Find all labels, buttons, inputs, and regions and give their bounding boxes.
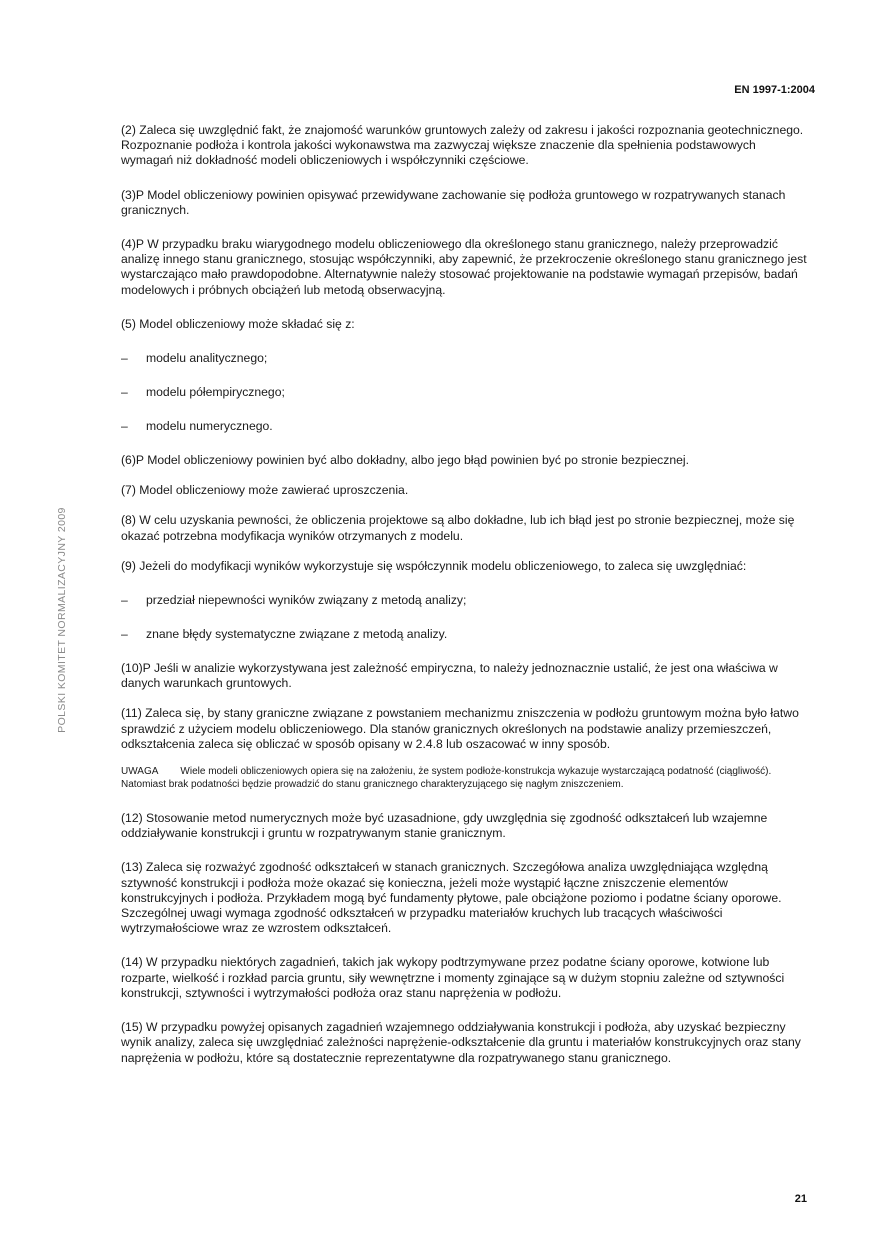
bullet-dash: –	[121, 385, 128, 400]
note-label: UWAGA	[121, 766, 159, 778]
list-item	[121, 593, 811, 608]
paragraph-14: (14) W przypadku niektórych zagadnień, takich jak wykopy podtrzymywane przez podatne ściany oporowe, kotwione lub rozparte, wielkość i rozkład parcia gruntu, siły wewnętrzne i momenty zginające są w dużym stopniu zależne od sztywności konstrukcji, sztywności i wytrzymałości podłoża oraz stanu naprężenia w podłożu.	[121, 955, 785, 1000]
paragraph-9: (9) Jeżeli do modyfikacji wyników wykorzystuje się współczynnik modelu obliczeniowego, to zaleca się uwzględniać:	[121, 558, 747, 573]
paragraph-8: (8) W celu uzyskania pewności, że obliczenia projektowe są albo dokładne, lub ich błąd jest po stronie bezpiecznej, może się okazać potrzebna modyfikacja wyników otrzymanych z modelu.	[121, 513, 795, 543]
list-item-text: modelu półempirycznego;	[146, 385, 285, 400]
paragraph-12: (12) Stosowanie metod numerycznych może być uzasadnione, gdy uwzględnia się zgodność odkształceń lub wzajemne oddziaływanie konstrukcji i gruntu w rozpatrywanym stanie granicznym.	[121, 811, 768, 841]
paragraph-15: (15) W przypadku powyżej opisanych zagadnień wzajemnego oddziaływania konstrukcji i podłoża, aby uzyskać bezpieczny wynik analizy, zaleca się uwzględniać zależności naprężenie-odkształcenie dla gruntu i materiałów konstrukcyjnych oraz stany naprężenia w podłożu, które są dostatecznie reprezentatywne dla rozpatrywanego stanu granicznego.	[121, 1020, 801, 1065]
note-text: Wiele modeli obliczeniowych opiera się na założeniu, że system podłoże-konstrukcja wykazuje wystarczającą podatność (ciągliwość). Natomiast brak podatności będzie prowadzić do stanu granicznego charakteryzującego się nagłym zniszczeniem.	[121, 766, 772, 791]
page-body	[121, 123, 811, 1085]
paragraph-4: (4)P W przypadku braku wiarygodnego modelu obliczeniowego dla określonego stanu granicznego, należy przeprowadzić analizę innego stanu granicznego, stosując współczynniki, aby zapewnić, że przekroczenie określonego stanu granicznego jest wystarczająco mało prawdopodobne. Alternatywnie należy stosować projektowanie na podstawie wymagań przepisów, badań modelowych i próbnych obciążeń lub metodą obserwacyjną.	[121, 237, 807, 297]
paragraph-3: (3)P Model obliczeniowy powinien opisywać przewidywane zachowanie się podłoża gruntowego w rozpatrywanych stanach granicznych.	[121, 187, 786, 217]
list-item	[121, 385, 811, 400]
paragraph-13: (13) Zaleca się rozważyć zgodność odkształceń w stanach granicznych. Szczegółowa analiza uwzględniająca względną sztywność konstrukcji i podłoża może okazać się konieczna, jeżeli może wystąpić łączne zniszczenie elementów konstrukcyjnych i podłoża. Przykładem mogą być fundamenty płytowe, pale obciążone poziomo i podatne ściany oporowe. Szczególnej uwagi wymaga zgodność odkształceń w przypadku materiałów kruchych lub tracących właściwości wytrzymałościowe wraz ze wzrostem odkształceń.	[121, 860, 782, 936]
list-item-text: przedział niepewności wyników związany z metodą analizy;	[146, 593, 467, 608]
list-item	[121, 627, 811, 642]
bullet-dash: –	[121, 419, 128, 434]
list-item	[121, 419, 811, 434]
bullet-dash: –	[121, 593, 128, 608]
side-watermark: POLSKI KOMITET NORMALIZACYJNY 2009	[56, 507, 68, 733]
paragraph-11: (11) Zaleca się, by stany graniczne związane z powstaniem mechanizmu zniszczenia w podłożu gruntowym można było łatwo sprawdzić z użyciem modelu obliczeniowego. Dla stanów granicznych określonych na podstawie analizy przemieszczeń, odkształcenia zaleca się obliczać w sposób opisany w 2.4.8 lub oszacować w inny sposób.	[121, 706, 799, 751]
list-item-text: modelu analitycznego;	[146, 351, 268, 366]
list-item-text: znane błędy systematyczne związane z metodą analizy.	[146, 627, 448, 642]
document-code: EN 1997-1:2004	[734, 84, 815, 96]
paragraph-2: (2) Zaleca się uwzględnić fakt, że znajomość warunków gruntowych zależy od zakresu i jakości rozpoznania geotechnicznego. Rozpoznanie podłoża i kontrola jakości wykonawstwa ma zazwyczaj większe znaczenie dla spełnienia podstawowych wymagań niż dokładność modeli obliczeniowych i współczynniki częściowe.	[121, 123, 804, 168]
note	[121, 765, 811, 791]
paragraph-5: (5) Model obliczeniowy może składać się z:	[121, 316, 355, 331]
paragraph-10: (10)P Jeśli w analizie wykorzystywana jest zależność empiryczna, to należy jednoznacznie ustalić, że jest ona właściwa w danych warunkach gruntowych.	[121, 661, 778, 691]
bullet-dash: –	[121, 627, 128, 642]
page-number: 21	[794, 1193, 807, 1205]
list-item	[121, 351, 811, 366]
paragraph-6: (6)P Model obliczeniowy powinien być albo dokładny, albo jego błąd powinien być po stronie bezpiecznej.	[121, 453, 689, 468]
paragraph-7: (7) Model obliczeniowy może zawierać uproszczenia.	[121, 483, 409, 498]
list-item-text: modelu numerycznego.	[146, 419, 273, 434]
bullet-dash: –	[121, 351, 128, 366]
